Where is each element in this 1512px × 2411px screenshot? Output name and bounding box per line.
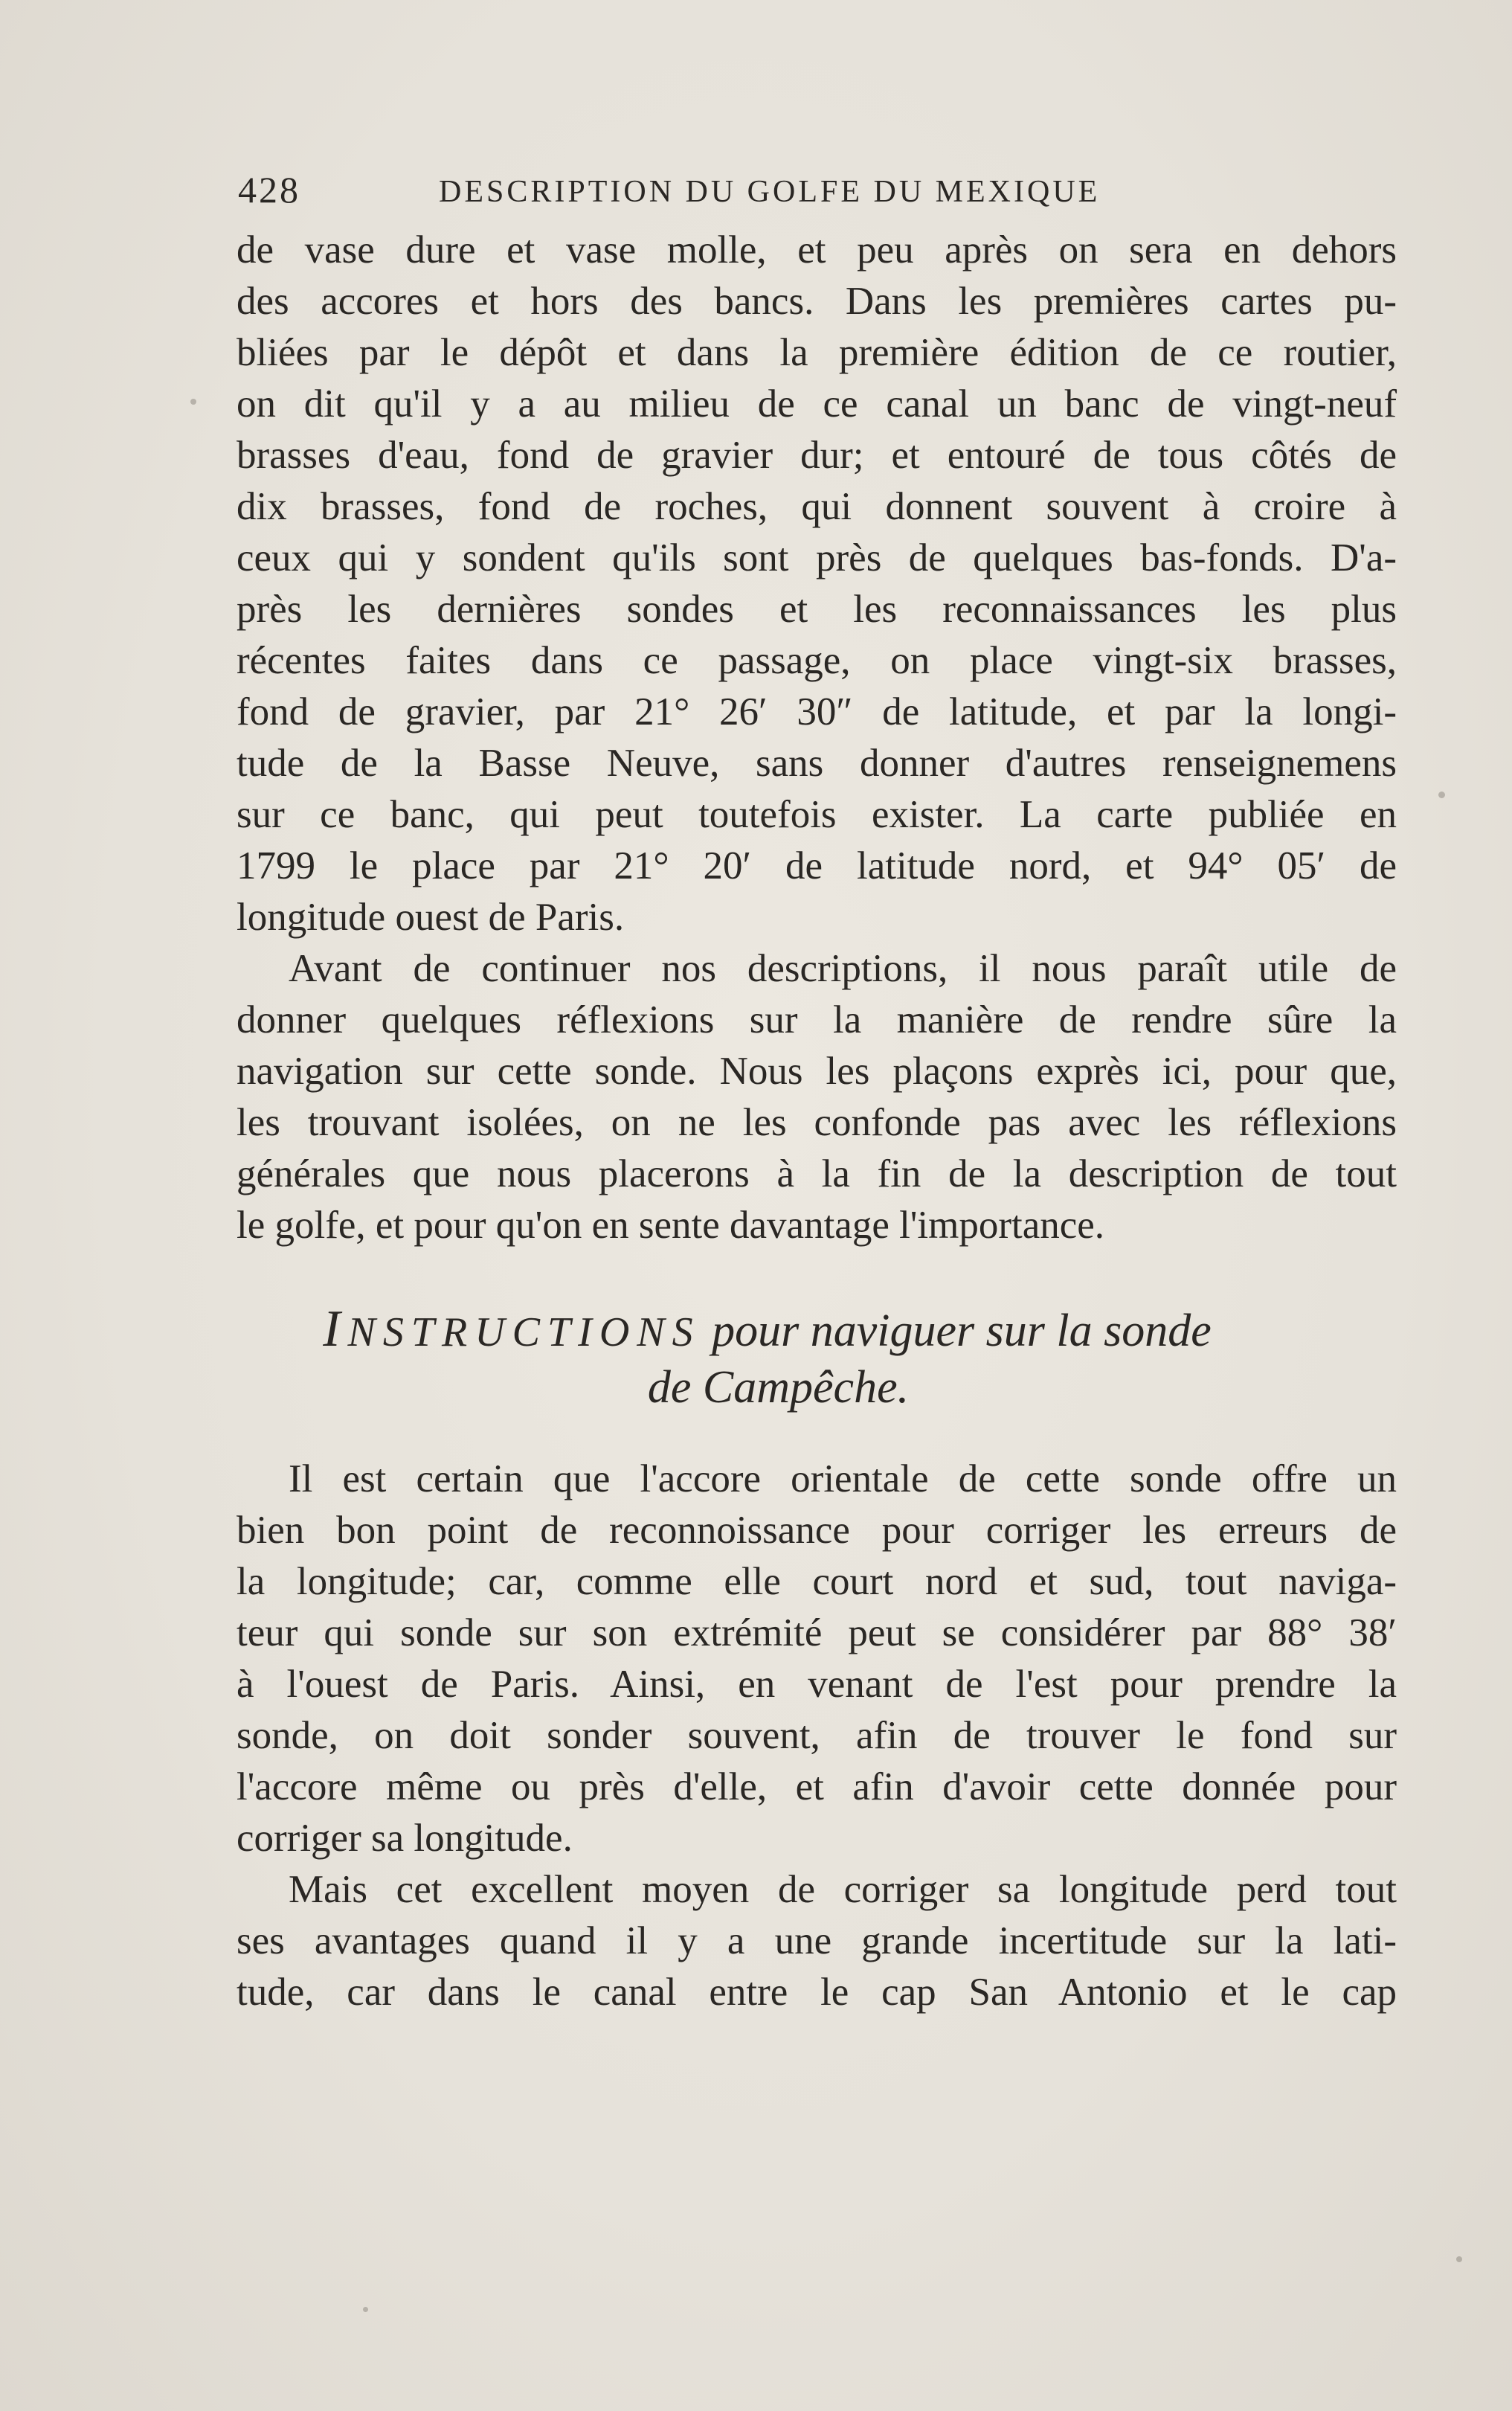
text-line: ceux qui y sondent qu'ils sont près de quelques bas-fonds. D'a- [237, 536, 1397, 580]
text-line: teur qui sonde sur son extrémité peut se considérer par 88° 38′ [237, 1611, 1397, 1654]
text-line: brasses d'eau, fond de gravier dur; et entouré de tous côtés de [237, 434, 1397, 477]
page-header [238, 168, 1205, 220]
paper-speck [1438, 792, 1445, 798]
text-line: 1799 le place par 21° 20′ de latitude nord, et 94° 05′ de [237, 844, 1397, 887]
text-line: Mais cet excellent moyen de corriger sa longitude perd tout [289, 1868, 1397, 1911]
text-line: dix brasses, fond de roches, qui donnent souvent à croire à [237, 485, 1397, 528]
text-line: récentes faites dans ce passage, on place vingt-six brasses, [237, 639, 1397, 682]
text-line: corriger sa longitude. [237, 1817, 573, 1860]
text-line: ses avantages quand il y a une grande incertitude sur la lati- [237, 1919, 1397, 1962]
title-spaced-word: INSTRUCTIONS [323, 1300, 701, 1358]
running-head: DESCRIPTION DU GOLFE DU MEXIQUE [439, 175, 1101, 209]
text-line: navigation sur cette sonde. Nous les plaçons exprès ici, pour que, [237, 1050, 1397, 1093]
text-line: bliées par le dépôt et dans la première édition de ce routier, [237, 331, 1397, 374]
text-line: les trouvant isolées, on ne les confonde pas avec les réflexions [237, 1101, 1397, 1144]
text-line: longitude ouest de Paris. [237, 896, 625, 939]
text-line: le golfe, et pour qu'on en sente davantage l'importance. [237, 1204, 1105, 1247]
text-line: sonde, on doit sonder souvent, afin de trouver le fond sur [237, 1714, 1397, 1757]
text-line: générales que nous placerons à la fin de la description de tout [237, 1152, 1397, 1195]
text-line: à l'ouest de Paris. Ainsi, en venant de l'est pour prendre la [237, 1663, 1397, 1706]
paper-speck [1456, 2256, 1462, 2262]
text-line: bien bon point de reconnoissance pour corriger les erreurs de [237, 1509, 1397, 1552]
text-line: près les dernières sondes et les reconnaissances les plus [237, 588, 1397, 631]
title-line-2: de Campêche. [647, 1362, 910, 1413]
text-line: Il est certain que l'accore orientale de cette sonde offre un [289, 1457, 1397, 1500]
page-number: 428 [238, 169, 300, 211]
text-line: sur ce banc, qui peut toutefois exister. La carte publiée en [237, 793, 1397, 836]
paper-speck [190, 399, 196, 405]
text-line: Avant de continuer nos descriptions, il nous paraît utile de [289, 947, 1397, 990]
paper-speck [363, 2307, 368, 2312]
text-line: tude, car dans le canal entre le cap San Antonio et le cap [237, 1971, 1397, 2014]
text-line: fond de gravier, par 21° 26′ 30″ de latitude, et par la longi- [237, 690, 1397, 733]
text-line: tude de la Basse Neuve, sans donner d'autres renseignemens [237, 742, 1397, 785]
text-line: l'accore même ou près d'elle, et afin d'avoir cette donnée pour [237, 1765, 1397, 1808]
text-line: on dit qu'il y a au milieu de ce canal un banc de vingt-neuf [237, 382, 1397, 426]
title-rest: pour naviguer sur la sonde [712, 1306, 1212, 1356]
text-line: des accores et hors des bancs. Dans les premières cartes pu- [237, 280, 1397, 323]
text-line: la longitude; car, comme elle court nord et sud, tout naviga- [237, 1560, 1397, 1603]
text-line: donner quelques réflexions sur la manière de rendre sûre la [237, 998, 1397, 1041]
text-line: de vase dure et vase molle, et peu après on sera en dehors [237, 228, 1397, 272]
